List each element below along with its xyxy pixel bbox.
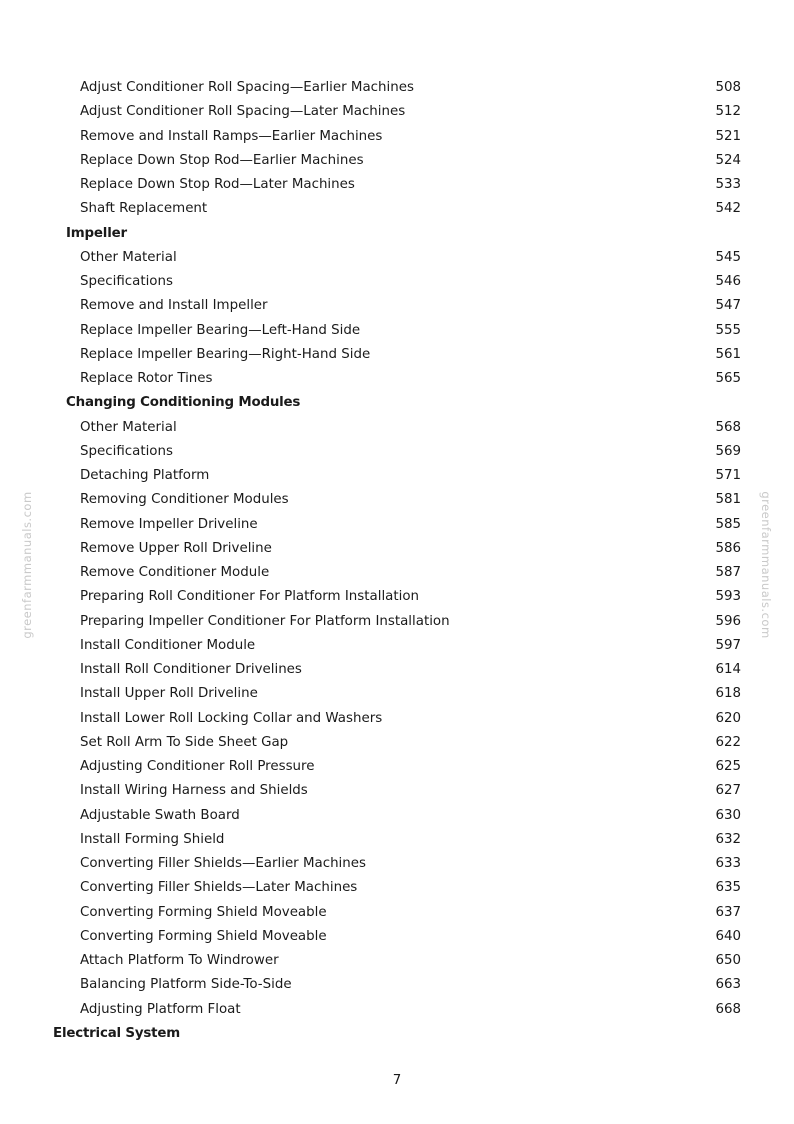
toc-entry-page: 555: [715, 322, 741, 338]
toc-entry-page: 569: [715, 443, 741, 459]
toc-entry-title: Adjust Conditioner Roll Spacing—Later Machines: [80, 104, 406, 120]
toc-entry-title: Remove Impeller Driveline: [80, 516, 258, 532]
toc-entry-page: 571: [715, 468, 741, 483]
toc-section-heading[interactable]: [0, 222, 794, 246]
toc-entry-title: Install Upper Roll Driveline: [80, 686, 258, 702]
toc-entry-page: 633: [715, 856, 741, 871]
toc-entry-page: 533: [715, 177, 741, 192]
toc-entry-title: Adjust Conditioner Roll Spacing—Earlier Machines: [80, 80, 414, 95]
toc-entry-title: Set Roll Arm To Side Sheet Gap: [80, 734, 289, 750]
toc-entry-page: 627: [715, 783, 741, 799]
toc-entry-title: Impeller: [66, 225, 127, 241]
toc-entry-page: 625: [715, 759, 741, 774]
toc-entry[interactable]: [0, 585, 794, 609]
toc-entry[interactable]: [0, 561, 794, 585]
watermark-left: greenfarmmanuals.com: [20, 491, 34, 639]
toc-entry-title: Adjustable Swath Board: [80, 807, 240, 823]
toc-entry-title: Replace Impeller Bearing—Left-Hand Side: [80, 322, 361, 338]
toc-entry[interactable]: [0, 367, 794, 391]
toc-entry[interactable]: [0, 804, 794, 828]
toc-entry-page: 635: [715, 880, 741, 896]
toc-entry-title: Changing Conditioning Modules: [66, 395, 301, 411]
toc-entry-title: Shaft Replacement: [80, 201, 208, 217]
toc-entry-page: 596: [715, 613, 741, 629]
toc-entry[interactable]: [0, 270, 794, 294]
toc-entry-page: 614: [715, 662, 741, 677]
toc-entry-title: Replace Down Stop Rod—Earlier Machines: [80, 152, 364, 168]
toc-entry[interactable]: [0, 658, 794, 682]
toc-entry[interactable]: [0, 973, 794, 997]
toc-entry-page: 561: [715, 346, 741, 362]
toc-entry[interactable]: [0, 100, 794, 124]
toc-entry-page: 593: [715, 589, 741, 605]
toc-entry[interactable]: [0, 828, 794, 852]
toc-entry-title: Preparing Impeller Conditioner For Platform Installation: [80, 613, 450, 629]
toc-entry-page: 650: [715, 953, 741, 968]
toc-entry[interactable]: [0, 440, 794, 464]
toc-entry-title: Detaching Platform: [80, 468, 210, 483]
toc-entry[interactable]: [0, 779, 794, 803]
toc-entry[interactable]: [0, 537, 794, 561]
toc-entry-page: 581: [715, 492, 741, 508]
toc-entry-title: Install Lower Roll Locking Collar and Washers: [80, 710, 383, 726]
toc-entry-page: 668: [715, 1001, 741, 1017]
toc-entry-page: 663: [715, 977, 741, 993]
toc-entry-page: 512: [715, 104, 741, 120]
toc-entry[interactable]: [0, 755, 794, 779]
toc-entry-page: 637: [715, 904, 741, 920]
page-number: 7: [392, 1073, 402, 1088]
toc-entry[interactable]: [0, 76, 794, 100]
toc-entry-title: Specifications: [80, 274, 173, 289]
toc-chapter-heading[interactable]: [0, 1022, 794, 1046]
toc-entry-page: 587: [715, 565, 741, 580]
toc-entry[interactable]: [0, 149, 794, 173]
toc-entry-page: 640: [715, 928, 741, 944]
toc-entry-page: 546: [715, 274, 741, 289]
toc-entry-title: Replace Impeller Bearing—Right-Hand Side: [80, 346, 371, 362]
table-of-contents: [0, 76, 794, 1046]
toc-entry-page: 568: [715, 419, 741, 435]
toc-entry-page: 585: [715, 516, 741, 532]
toc-entry-title: Converting Filler Shields—Later Machines: [80, 880, 358, 896]
toc-entry-page: 524: [715, 152, 741, 168]
toc-entry[interactable]: [0, 488, 794, 512]
toc-entry-title: Install Wiring Harness and Shields: [80, 783, 308, 799]
toc-entry[interactable]: [0, 319, 794, 343]
toc-entry[interactable]: [0, 998, 794, 1022]
toc-entry[interactable]: [0, 197, 794, 221]
toc-entry-title: Attach Platform To Windrower: [80, 953, 279, 968]
toc-entry-title: Other Material: [80, 249, 177, 265]
toc-entry-title: Remove Upper Roll Driveline: [80, 540, 272, 556]
toc-entry-title: Replace Rotor Tines: [80, 371, 213, 386]
toc-entry-page: 586: [715, 540, 741, 556]
toc-entry-title: Adjusting Conditioner Roll Pressure: [80, 759, 315, 774]
toc-entry-title: Remove and Install Ramps—Earlier Machines: [80, 128, 383, 144]
toc-entry-title: Preparing Roll Conditioner For Platform Installation: [80, 589, 420, 605]
toc-entry[interactable]: [0, 294, 794, 318]
toc-entry[interactable]: [0, 949, 794, 973]
toc-entry[interactable]: [0, 876, 794, 900]
toc-entry-page: 542: [715, 201, 741, 217]
toc-entry-title: Converting Forming Shield Moveable: [80, 928, 327, 944]
toc-entry[interactable]: [0, 852, 794, 876]
toc-entry-title: Balancing Platform Side-To-Side: [80, 977, 292, 993]
toc-entry-title: Replace Down Stop Rod—Later Machines: [80, 177, 355, 192]
toc-entry-title: Converting Filler Shields—Earlier Machines: [80, 856, 366, 871]
toc-entry[interactable]: [0, 125, 794, 149]
toc-entry-page: 508: [715, 80, 741, 95]
toc-entry-title: Adjusting Platform Float: [80, 1001, 241, 1017]
toc-entry-title: Converting Forming Shield Moveable: [80, 904, 327, 920]
toc-entry[interactable]: [0, 925, 794, 949]
toc-entry[interactable]: [0, 343, 794, 367]
toc-entry-title: Install Forming Shield: [80, 831, 225, 847]
watermark-right: greenfarmmanuals.com: [759, 491, 773, 639]
toc-entry[interactable]: [0, 513, 794, 537]
toc-entry[interactable]: [0, 707, 794, 731]
toc-entry[interactable]: [0, 682, 794, 706]
toc-entry-title: Electrical System: [53, 1025, 180, 1041]
toc-entry-page: 597: [715, 637, 741, 653]
toc-entry-page: 630: [715, 807, 741, 823]
toc-entry-title: Install Conditioner Module: [80, 637, 256, 653]
toc-entry[interactable]: [0, 246, 794, 270]
toc-entry-title: Specifications: [80, 443, 173, 459]
toc-entry-title: Remove and Install Impeller: [80, 298, 268, 314]
toc-section-heading[interactable]: [0, 391, 794, 415]
toc-entry-page: 618: [715, 686, 741, 702]
toc-entry[interactable]: [0, 634, 794, 658]
toc-entry-page: 547: [715, 298, 741, 314]
toc-entry-title: Other Material: [80, 419, 177, 435]
toc-entry-page: 620: [715, 710, 741, 726]
toc-entry-page: 565: [715, 371, 741, 386]
toc-entry[interactable]: [0, 731, 794, 755]
toc-entry[interactable]: [0, 901, 794, 925]
toc-entry[interactable]: [0, 416, 794, 440]
toc-entry[interactable]: [0, 464, 794, 488]
toc-entry-title: Install Roll Conditioner Drivelines: [80, 662, 302, 677]
toc-entry-title: Removing Conditioner Modules: [80, 492, 289, 508]
toc-entry-title: Remove Conditioner Module: [80, 565, 270, 580]
toc-entry-page: 622: [715, 734, 741, 750]
toc-entry-page: 545: [715, 249, 741, 265]
toc-entry[interactable]: [0, 173, 794, 197]
toc-entry[interactable]: [0, 610, 794, 634]
toc-entry-page: 521: [715, 128, 741, 144]
toc-entry-page: 632: [715, 831, 741, 847]
